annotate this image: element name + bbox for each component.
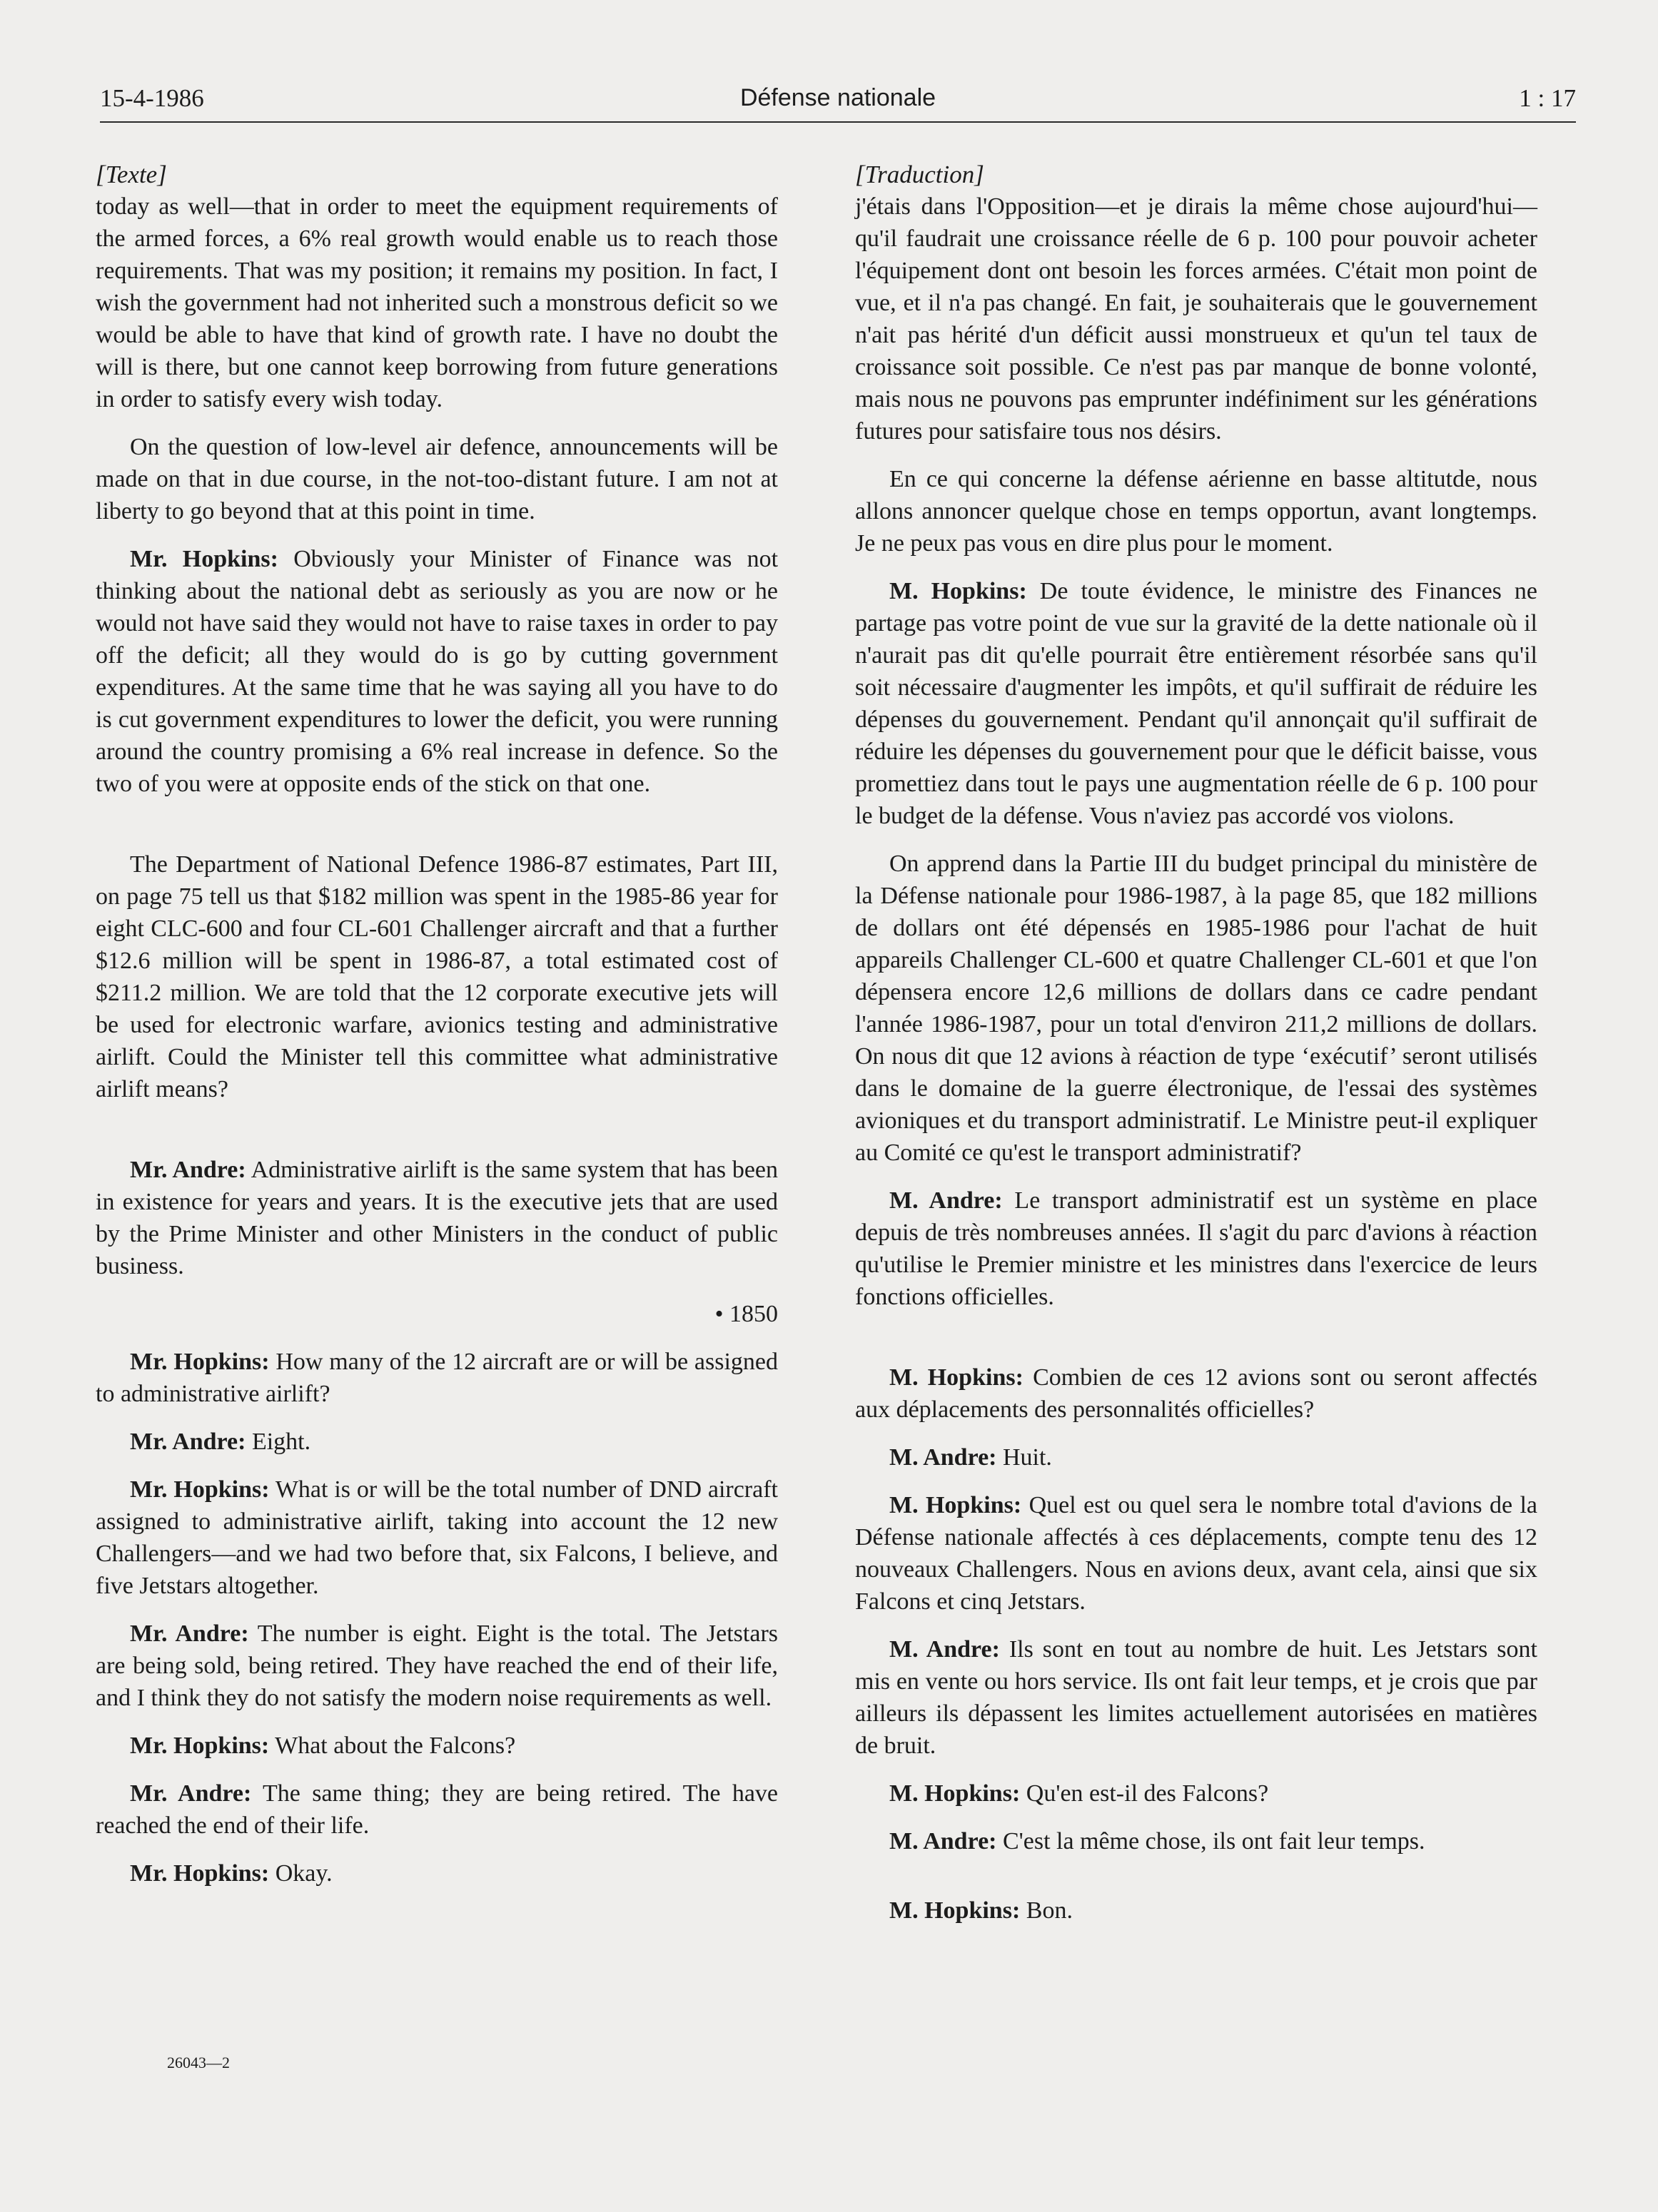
speaker-name: M. Hopkins: [889,578,1027,604]
paragraph [96,1777,778,1842]
paragraph-text: On the question of low-level air defence, announcements will be made on that in due course, in the not-too-distant future. I am not at liberty to go beyond that at this point in time. [96,434,778,524]
paragraph-text: En ce qui concerne la défense aérienne en basse altitutde, nous allons annoncer quelque chose en temps opportun, avant longtemps. Je ne peux pas vous en dire plus pour le moment. [855,466,1537,557]
paragraph-text: Ils sont en tout au nombre de huit. Les Jetstars sont mis en vente ou hors service. Ils ont fait leur temps, et je crois que par ailleurs ils dépassent les limites actuellement autorisées en matières de bruit. [855,1636,1537,1759]
paragraph [855,1825,1537,1857]
speaker-name: M. Andre: [889,1444,997,1471]
paragraph [96,848,778,1105]
paragraph-text: Huit. [1002,1444,1052,1471]
text-tag: [Texte] [96,161,167,188]
paragraph-text: C'est la même chose, ils ont fait leur temps. [1002,1828,1425,1855]
paragraph-text: What is or will be the total number of DND aircraft assigned to administrative airlift, taking into account the 12 new Challengers—and we had two before that, six Falcons, I believe, and five Jetstars altogether. [96,1476,778,1599]
paragraph [855,463,1537,559]
paragraph [855,1489,1537,1618]
speaker-name: Mr. Andre: [130,1780,252,1807]
paragraph-text: Administrative airlift is the same system that has been in existence for years and years. It is the executive jets that are used by the Prime Minister and other Ministers in the conduct of public business. [96,1157,779,1279]
french-column [855,158,1537,1942]
paragraph [855,1894,1537,1927]
speaker-name: Mr. Hopkins: [130,1732,270,1759]
paragraph-text: Combien de ces 12 avions sont ou seront affectés aux déplacements des personnalités officielles? [855,1364,1538,1423]
paragraph-text: j'étais dans l'Opposition—et je dirais la même chose aujourd'hui—qu'il faudrait une croissance réelle de 6 p. 100 pour pouvoir acheter l'équipement dont ont besoin les forces armées. C'était mon point de vue, et il n'a pas changé. En fait, je souhaiterais que le gouvernement n'ait pas hérité d'un déficit aussi monstrueux et qu'un tel taux de croissance soit possible. Ce n'est pas par manque de bonne volonté, mais nous ne pouvons pas emprunter indéfiniment sur les générations futures pour satisfaire tous nos désirs. [855,193,1537,445]
paragraph-text: Okay. [275,1860,333,1887]
speaker-name: Mr. Hopkins: [130,1476,270,1503]
paragraph-text: The Department of National Defence 1986-87 estimates, Part III, on page 75 tell us that $182 million was spent in the 1985-86 year for eight CLC-600 and four CL-601 Challenger aircraft and that a further $12.6 million will be spent in 1986-87, a total estimated cost of $211.2 million. We are told that the 12 corporate executive jets will be used for electronic warfare, avionics testing and administrative airlift. Could the Minister tell this committee what administrative airlift means? [96,851,778,1102]
paragraph-text: The same thing; they are being retired. The have reached the end of their life. [96,1780,779,1839]
paragraph [96,543,778,800]
paragraph-text: How many of the 12 aircraft are or will be assigned to administrative airlift? [96,1349,778,1407]
paragraph [855,848,1537,1169]
paragraph-text: today as well—that in order to meet the equipment requirements of the armed forces, a 6% real growth would enable us to reach those requirements. That was my position; it remains my position. In fact, I wish the government had not inherited such a monstrous deficit so we would be able to have that kind of growth rate. I have no doubt the will is there, but one cannot keep borrowing from future generations in order to satisfy every wish today. [96,193,778,412]
paragraph-text: Eight. [251,1429,311,1455]
paragraph-text: The number is eight. Eight is the total. The Jetstars are being sold, being retired. They have reached the end of their life, and I think they do not satisfy the modern noise requirements as well. [96,1620,778,1711]
running-header [100,84,1576,123]
speaker-name: M. Andre: [889,1187,1003,1214]
speaker-name: M. Hopkins: [889,1780,1021,1807]
speaker-name: Mr. Hopkins: [130,546,278,572]
paragraph-text: Bon. [1026,1897,1073,1924]
speaker-name: M. Hopkins: [889,1492,1022,1518]
header-page-number: 1 : 17 [1519,84,1576,112]
paragraph [96,191,778,415]
paragraph [855,1361,1537,1426]
paragraph [96,1346,778,1410]
paragraph [96,1857,778,1889]
paragraph [96,1618,778,1714]
speaker-name: Mr. Hopkins: [130,1349,270,1375]
paragraph [96,1730,778,1762]
paragraph [96,431,778,527]
speaker-name: M. Andre: [889,1636,1000,1663]
paragraph-text: Le transport administratif est un système en place depuis de très nombreuses années. Il s'agit du parc d'avions à réaction qu'utilise le Premier ministre et les ministres dans l'exercice de leurs fonctions officielles. [855,1187,1537,1310]
header-date: 15-4-1986 [100,84,204,112]
paragraph [855,1184,1537,1313]
time-marker: • 1850 [714,1301,778,1327]
paragraph-text: Quel est ou quel sera le nombre total d'avions de la Défense nationale affectés à ces déplacements, compte tenu des 12 nouveaux Challengers. Nous en avions deux, avant cela, ainsi que six Falcons et cinq Jetstars. [855,1492,1538,1615]
paragraph [855,1777,1537,1810]
speaker-name: Mr. Andre: [130,1157,246,1183]
speaker-name: M. Hopkins: [889,1897,1021,1924]
paragraph [855,1441,1537,1473]
paragraph [96,1473,778,1602]
paragraph [96,1154,778,1282]
speaker-name: M. Andre: [889,1828,997,1855]
english-column [96,158,778,1905]
speaker-name: Mr. Hopkins: [130,1860,270,1887]
paragraph [855,1633,1537,1762]
paragraph [855,191,1537,447]
speaker-name: Mr. Andre: [130,1429,246,1455]
print-code: 26043—2 [167,2054,230,2071]
paragraph-text: On apprend dans la Partie III du budget principal du ministère de la Défense nationale pour 1986-1987, à la page 85, que 182 millions de dollars ont été dépensés en 1985-1986 pour l'achat de huit appareils Challenger CL-600 et quatre Challenger CL-601 et que l'on dépensera encore 12,6 millions de dollars dans ce cadre pendant l'année 1986-1987, pour un total d'environ 211,2 millions de dollars. On nous dit que 12 avions à réaction de type ‘exécutif’ seront utilisés dans le domaine de la guerre électronique, de l'essai des systèmes avioniques et du transport administratif. Le Ministre peut-il expliquer au Comité ce qu'est le transport administratif? [855,851,1537,1166]
speaker-name: M. Hopkins: [889,1364,1023,1391]
paragraph-text: What about the Falcons? [275,1732,516,1759]
translation-tag: [Traduction] [855,161,984,188]
paragraph-text: Qu'en est-il des Falcons? [1026,1780,1269,1807]
paragraph [96,1426,778,1458]
speaker-name: Mr. Andre: [130,1620,249,1647]
paragraph [855,575,1537,832]
paragraph-text: Obviously your Minister of Finance was not thinking about the national debt as seriously as you are now or he would not have said they would not have to raise taxes in order to pay off the deficit; all they would do is go by cutting government expenditures. At the same time that he was saying all you have to do is cut government expenditures to lower the deficit, you were running around the country promising a 6% real increase in defence. So the two of you were at opposite ends of the stick on that one. [96,546,779,797]
header-title: Défense nationale [739,84,936,111]
paragraph-text: De toute évidence, le ministre des Finances ne partage pas votre point de vue sur la gravité de la dette nationale où il n'aurait pas dit qu'elle pourrait être entièrement résorbée sans qu'il soit nécessaire d'augmenter les impôts, et qu'il suffirait de réduire les dépenses du gouvernement. Pendant qu'il annonçait qu'il suffirait de réduire les dépenses du gouvernement pour que le déficit baisse, vous promettiez dans tout le pays une augmentation réelle de 6 p. 100 pour le budget de la défense. Vous n'aviez pas accordé vos violons. [855,578,1538,829]
